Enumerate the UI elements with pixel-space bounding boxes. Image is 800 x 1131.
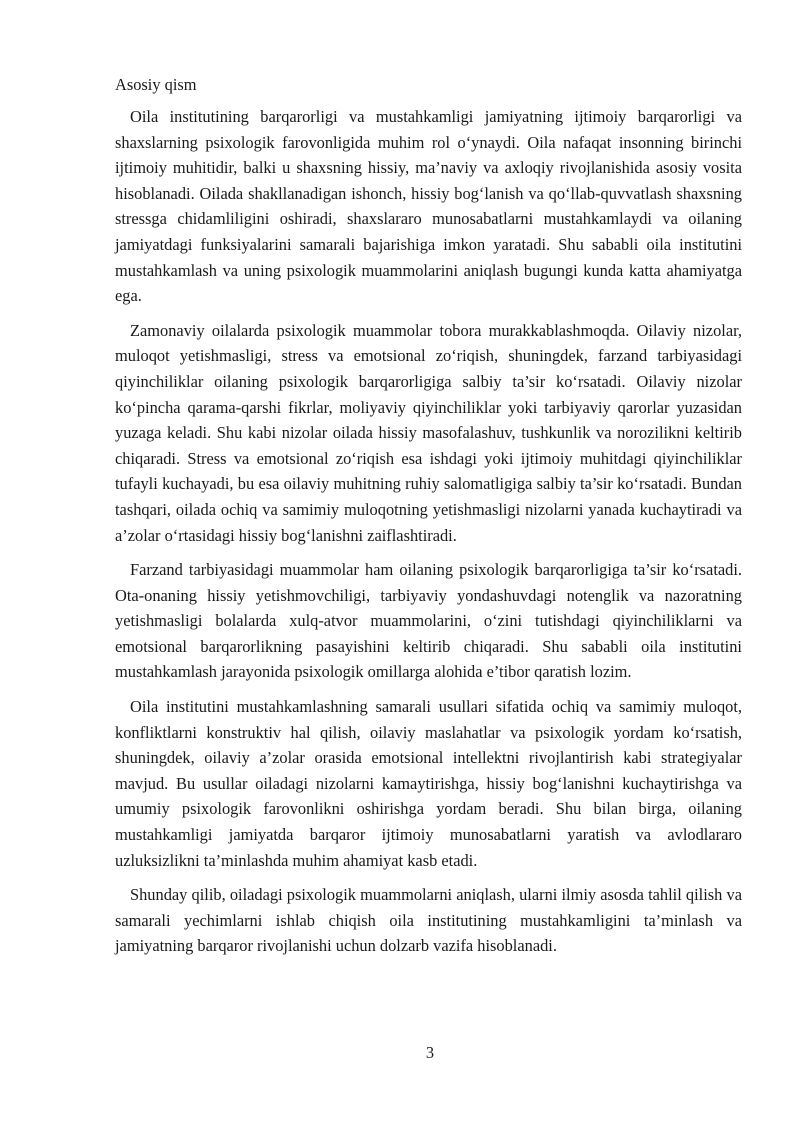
page-number: 3	[425, 1043, 435, 1062]
paragraph-4: Oila institutini mustahkamlashning samarali usullari sifatida ochiq va samimiy muloqot, konfliktlarni konstruktiv hal qilish, oilaviy maslahatlar va psixologik yordam ko‘rsatish, shuningdek, oilaviy a’zolar orasida emotsional intellektni rivojlantirish kabi strategiyalar mavjud. Bu usullar oiladagi nizolarni kamaytirishga, hissiy bog‘lanishni kuchaytirishga va umumiy psixologik farovonlikni oshirishga yordam beradi. Shu bilan birga, oilaning mustahkamligi jamiyatda barqaror ijtimoiy munosabatlarni yaratish va avlodlararo uzluksizlikni ta’minlashda muhim ahamiyat kasb etadi.	[115, 697, 742, 870]
section-title: Asosiy qism	[115, 75, 197, 94]
paragraph-3: Farzand tarbiyasidagi muammolar ham oilaning psixologik barqarorligiga ta’sir ko‘rsatadi. Ota-onaning hissiy yetishmovchiligi, tarbiyaviy yondashuvdagi notenglik va nazoratning yetishmasligi bolalarda xulq-atvor muammolarini, o‘zini tutishdagi qiyinchiliklarni va emotsional barqarorlikning pasayishini keltirib chiqaradi. Shu sababli oila institutini mustahkamlash jarayonida psixologik omillarga alohida e’tibor qaratish lozim.	[115, 560, 742, 682]
paragraph-1: Oila institutining barqarorligi va mustahkamligi jamiyatning ijtimoiy barqarorligi va shaxslarning psixologik farovonligida muhim rol o‘ynaydi. Oila nafaqat insonning birinchi ijtimoiy muhitidir, balki u shaxsning hissiy, ma’naviy va axloqiy rivojlanishida asosiy vosita hisoblanadi. Oilada shakllanadigan ishonch, hissiy bog‘lanish va qo‘llab-quvvatlash shaxsning stressga chidamliligini oshiradi, shaxslararo munosabatlarni mustahkamlaydi va oilaning jamiyatdagi funksiyalarini samarali bajarishiga imkon yaratadi. Shu sababli oila institutini mustahkamlash va uning psixologik muammolarini aniqlash bugungi kunda katta ahamiyatga ega.	[115, 107, 742, 306]
document-body	[115, 72, 742, 968]
paragraph-5: Shunday qilib, oiladagi psixologik muammolarni aniqlash, ularni ilmiy asosda tahlil qilish va samarali yechimlarni ishlab chiqish oila institutining mustahkamligini ta’minlash va jamiyatning barqaror rivojlanishi uchun dolzarb vazifa hisoblanadi.	[115, 885, 742, 956]
paragraph-2: Zamonaviy oilalarda psixologik muammolar tobora murakkablashmoqda. Oilaviy nizolar, muloqot yetishmasligi, stress va emotsional zo‘riqish, shuningdek, farzand tarbiyasidagi qiyinchiliklar oilaning psixologik barqarorligiga salbiy ta’sir ko‘rsatadi. Oilaviy nizolar ko‘pincha qarama-qarshi fikrlar, moliyaviy qiyinchiliklar yoki tarbiyaviy qarorlar yuzasidan yuzaga keladi. Shu kabi nizolar oilada hissiy masofalashuv, tushkunlik va norozilikni keltirib chiqaradi. Stress va emotsional zo‘riqish esa ishdagi yoki ijtimoiy muhitdagi qiyinchiliklar tufayli kuchayadi, bu esa oilaviy muhitning ruhiy salomatligiga salbiy ta’sir ko‘rsatadi. Bundan tashqari, oilada ochiq va samimiy muloqotning yetishmasligi nizolarni yanada kuchaytiradi va a’zolar o‘rtasidagi hissiy bog‘lanishni zaiflashtiradi.	[115, 320, 742, 545]
